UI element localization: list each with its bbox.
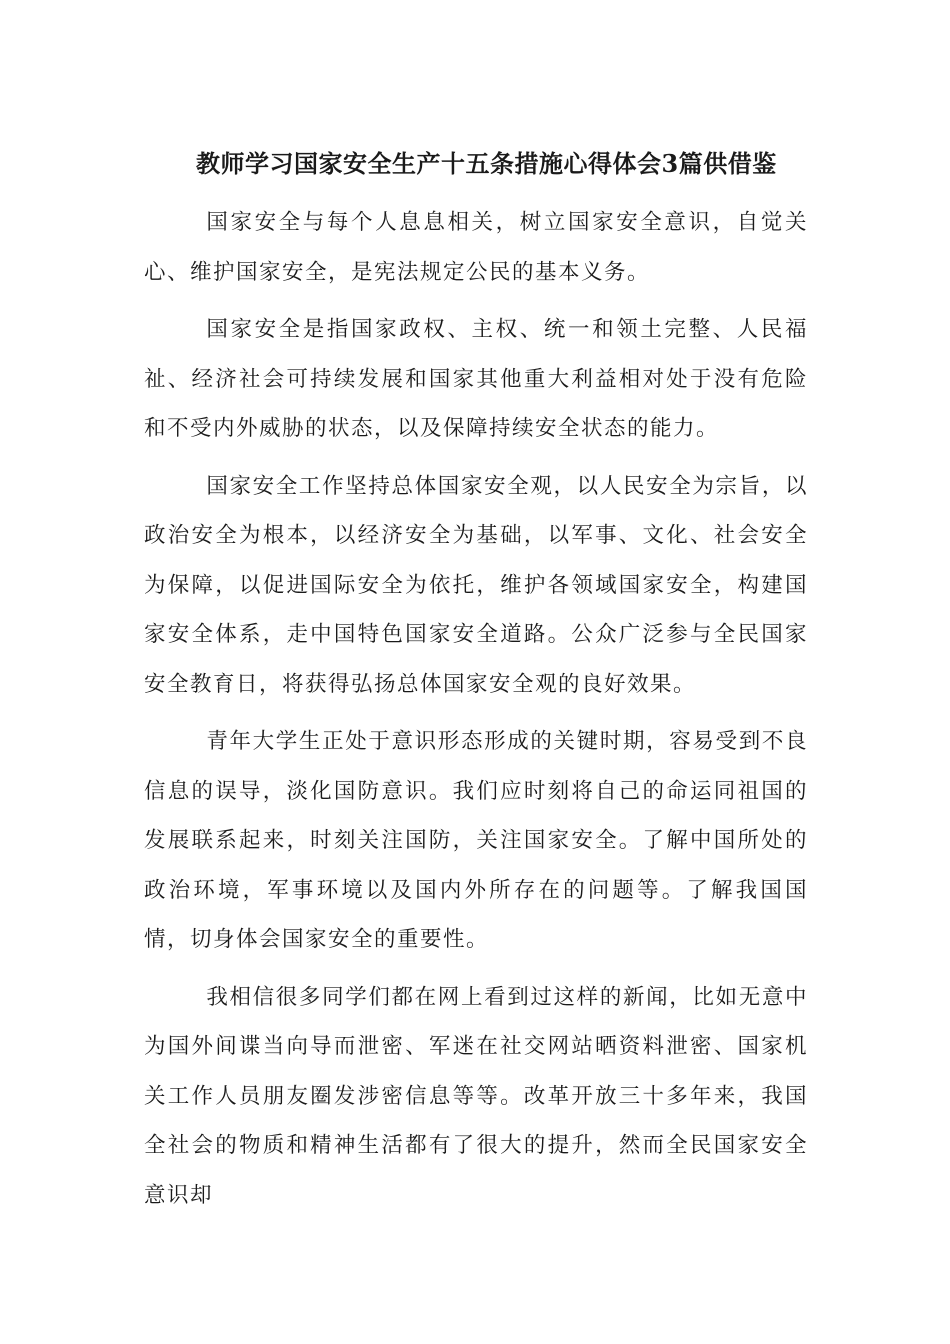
paragraph-3: 国家安全工作坚持总体国家安全观，以人民安全为宗旨，以政治安全为根本，以经济安全为基础，以军事、文化、社会安全为保障，以促进国际安全为依托，维护各领域国家安全，构建国家安全体系，走中国特色国家安全道路。公众广泛参与全民国家安全教育日，将获得弘扬总体国家安全观的良好效果。 — [144, 473, 808, 697]
document-title: 教师学习国家安全生产十五条措施心得体会3篇供借鉴 — [196, 149, 777, 178]
document-body — [144, 198, 808, 1228]
paragraph-2: 国家安全是指国家政权、主权、统一和领土完整、人民福祉、经济社会可持续发展和国家其他重大利益相对处于没有危险和不受内外威胁的状态，以及保障持续安全状态的能力。 — [144, 317, 808, 441]
paragraph-1: 国家安全与每个人息息相关，树立国家安全意识，自觉关心、维护国家安全，是宪法规定公民的基本义务。 — [144, 210, 808, 285]
paragraph-4: 青年大学生正处于意识形态形成的关键时期，容易受到不良信息的误导，淡化国防意识。我们应时刻将自己的命运同祖国的发展联系起来，时刻关注国防，关注国家安全。了解中国所处的政治环境，军事环境以及国内外所存在的问题等。了解我国国情，切身体会国家安全的重要性。 — [144, 729, 808, 952]
paragraph-5: 我相信很多同学们都在网上看到过这样的新闻，比如无意中为国外间谍当向导而泄密、军迷在社交网站晒资料泄密、国家机关工作人员朋友圈发涉密信息等等。改革开放三十多年来，我国全社会的物质和精神生活都有了很大的提升，然而全民国家安全意识却 — [144, 984, 808, 1208]
